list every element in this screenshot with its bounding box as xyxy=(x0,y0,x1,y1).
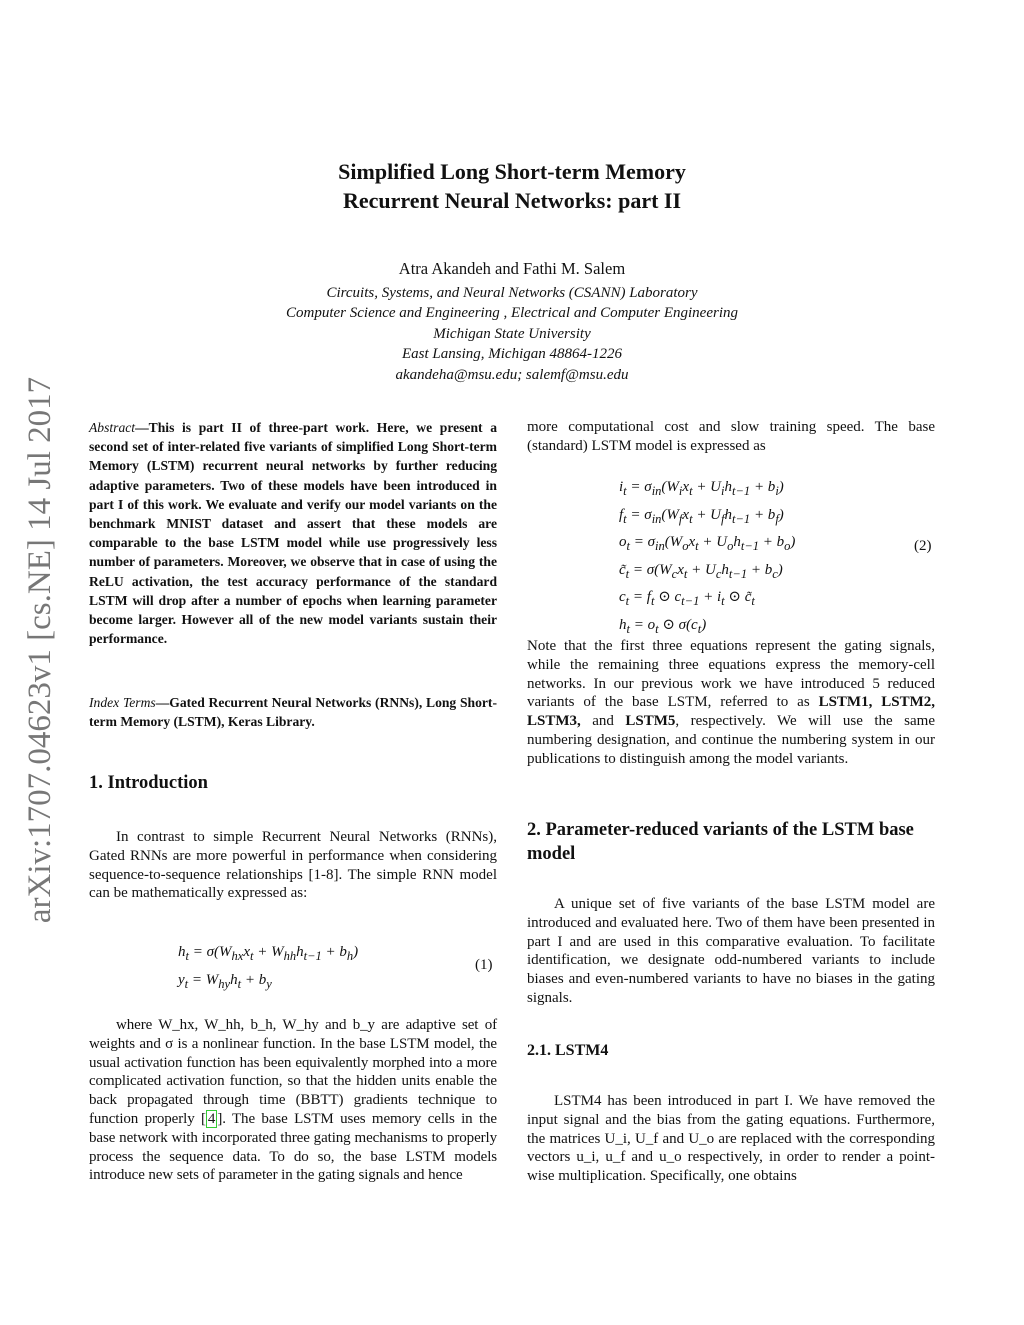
eq2-cell-state: $c_t = f_t$ ⊙ $c_{t-1} + i_t$ ⊙ $c̃_t$ xyxy=(619,589,755,608)
index-terms-text: —Gated Recurrent Neural Networks (RNNs), Long Short-term Memory (LSTM), Keras Library. xyxy=(89,695,497,730)
affil-lab: Circuits, Systems, and Neural Networks (CSANN) Laboratory xyxy=(326,285,698,301)
eq2-output-gate: $o_t = \sigma_{in}(W_ox_t + U_oh_{t-1} + b_o)$ xyxy=(619,534,796,553)
arxiv-stamp: arXiv:1707.04623v1 [cs.NE] 14 Jul 2017 xyxy=(22,376,58,924)
affil-city: East Lansing, Michigan 48864-1226 xyxy=(402,346,622,363)
section-1-heading: 1. Introduction xyxy=(89,773,208,793)
title-line-1: Simplified Long Short-term Memory xyxy=(338,159,686,184)
index-terms-label: Index Terms xyxy=(89,695,156,710)
affiliation xyxy=(200,283,824,385)
section-2-paragraph-1: A unique set of five variants of the base LSTM model are introduced and evaluated here. Two of them have been presented in part I and are used in this comparative evaluation. To facilitate identification, we designate odd-numbered variants to include biases and even-numbered variants to have no biases in the gating signals. xyxy=(527,896,935,1006)
affil-univ: Michigan State University xyxy=(433,325,591,342)
variant-names: LSTM1, LSTM2, LSTM3, xyxy=(527,694,936,730)
section-1-paragraph-2: where W_hx, W_hh, b_h, W_hy and b_y are adaptive set of weights and σ is a nonlinear function. In the base LSTM model, the usual activation function has been equivalently morphed into a more complicated activation function, so that the hidden units enable the back propagated through time (BBTT) gradients technique to function properly [ 4 ]. The base LSTM uses memory cells in the base network with incorporated three gating mechanisms to properly process the sequence data. To do so, the base LSTM models introduce new sets of parameter in the gating signals and hence xyxy=(89,1017,497,1184)
eq2-hidden-state: $h_t = o_t$ ⊙ $\sigma(c_t)$ xyxy=(619,616,707,636)
equation-2-number: (2) xyxy=(914,538,932,554)
right-column-continuation: more computational cost and slow training speed. The base (standard) LSTM model is expressed as xyxy=(527,419,935,454)
index-terms xyxy=(89,693,497,731)
paper-title xyxy=(200,157,824,215)
abstract-label: Abstract xyxy=(89,420,136,435)
eq1-line-1: $h_t = \sigma(W_{hx}x_t + W_{hh}h_{t-1} + b_h)$ xyxy=(178,944,359,963)
note-paragraph: Note that the first three equations represent the gating signals, while the remaining three equations express the memory-cell networks. In our previous work we have introduced 5 reduced variants of the base LSTM, referred to as LSTM1, LSTM2, LSTM3, and LSTM5, respectively. We will use the same numbering designation, and continue the numbering system in our publications to distinguish among the model variants. xyxy=(527,638,936,767)
eq2-candidate-cell: $c̃_t = \sigma(W_cx_t + U_ch_{t-1} + b_c)$ xyxy=(619,561,783,581)
title-line-2: Recurrent Neural Networks: part II xyxy=(342,188,682,213)
section-1-paragraph-1: In contrast to simple Recurrent Neural Networks (RNNs), Gated RNNs are more powerful in performance when considering sequence-to-sequence relationships [1-8]. The simple RNN model can be mathematically expressed as: xyxy=(89,829,497,902)
abstract-text: —This is part II of three-part work. Here, we present a second set of inter-related five variants of simplified Long Short-term Memory (LSTM) recurrent neural networks by further reducing adaptive parameters. Two of these models have been introduced in part I of this work. We evaluate and verify our model variants on the benchmark MNIST dataset and assert that these models are comparable to the base LSTM model while use progressively less number of parameters. Moreover, we observe that in case of using the ReLU activation, the test accuracy performance of the standard LSTM will drop after a number of epochs when learning parameter become larger. However all of the new model variants sustain their performance. xyxy=(89,420,497,647)
section-2-heading: 2. Parameter-reduced variants of the LSTM base model xyxy=(527,820,914,864)
abstract xyxy=(89,418,497,648)
eq1-line-2: $y_t = W_{hy}h_t + b_y$ xyxy=(178,971,272,991)
section-2-1-heading: 2.1. LSTM4 xyxy=(527,1042,609,1059)
affil-email: akandeha@msu.edu; salemf@msu.edu xyxy=(395,366,629,383)
authors: Atra Akandeh and Fathi M. Salem xyxy=(398,259,626,278)
section-2-1-paragraph-1: LSTM4 has been introduced in part I. We have removed the input signal and the bias from the gating equations. Furthermore, the matrices U_i, U_f and U_o are replaced with the corresponding vectors u_i, u_f and u_o respectively, in order to render a point-wise multiplication. Specifically, one obtains xyxy=(527,1093,935,1185)
equation-2 xyxy=(619,476,795,641)
equation-1-number: (1) xyxy=(475,957,493,973)
eq2-forget-gate: $f_t = \sigma_{in}(W_fx_t + U_fh_{t-1} + b_f)$ xyxy=(619,506,784,526)
affil-dept: Computer Science and Engineering , Electrical and Computer Engineering xyxy=(286,305,738,322)
citation-link-4[interactable]: 4 xyxy=(207,1110,216,1127)
variant-name-lstm5: LSTM5 xyxy=(625,713,676,730)
equation-1 xyxy=(178,941,358,996)
eq2-input-gate: $i_t = \sigma_{in}(W_ix_t + U_ih_{t-1} + b_i)$ xyxy=(619,479,784,498)
